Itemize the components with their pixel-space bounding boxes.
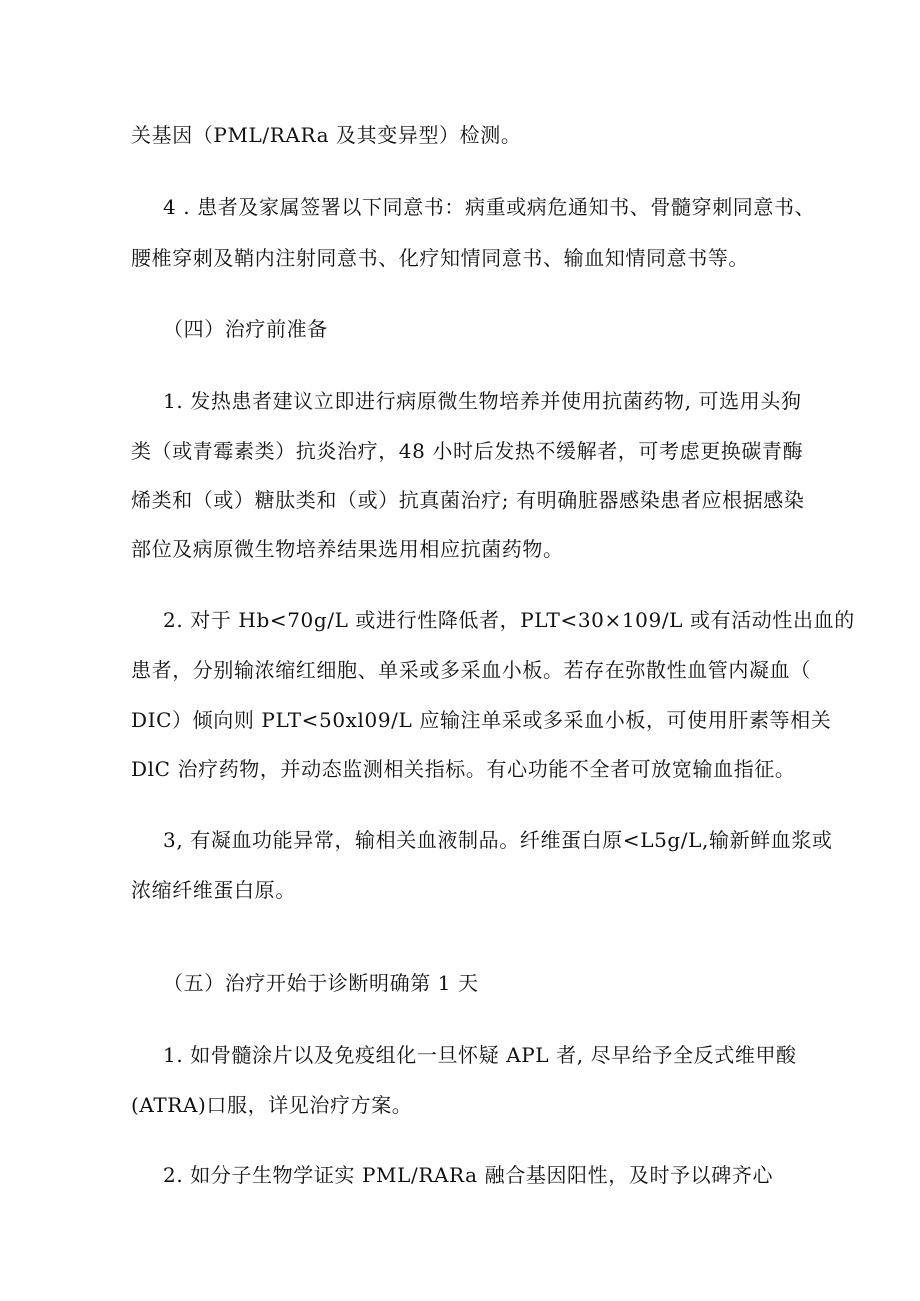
transfusion-paragraph-line-3: DIC）倾向则 PLT<50xl09/L 应输注单采或多采血小板，可使用肝素等相关 [131,708,832,732]
fever-paragraph-line-4: 部位及病原微生物培养结果选用相应抗菌药物。 [131,537,564,561]
section-4-heading: （四）治疗前准备 [163,317,328,341]
gene-test-tail-line: 关基因（PML/RARa 及其变异型）检测。 [131,123,522,147]
consent-paragraph-line-2: 腰椎穿刺及鞘内注射同意书、化疗知情同意书、输血知情同意书等。 [131,246,749,270]
atra-paragraph-line-1: 1. 如骨髓涂片以及免疫组化一旦怀疑 APL 者, 尽早给予全反式维甲酸 [163,1043,797,1067]
arsenic-paragraph-line-1: 2. 如分子生物学证实 PML/RARa 融合基因阳性，及时予以碑齐心 [163,1163,774,1187]
transfusion-paragraph-line-1: 2. 对于 Hb<70g/L 或进行性降低者，PLT<30×109/L 或有活动性出血的 [163,608,855,632]
coagulation-paragraph-line-1: 3, 有凝血功能异常，输相关血液制品。纤维蛋白原<L5g/L,输新鲜血浆或 [163,828,833,852]
coagulation-paragraph-line-2: 浓缩纤维蛋白原。 [131,878,296,902]
transfusion-paragraph-line-2: 患者，分别输浓缩红细胞、单采或多采血小板。若存在弥散性血管内凝血（ [131,658,811,682]
consent-paragraph-line-1: 4 . 患者及家属签署以下同意书：病重或病危通知书、骨髓穿刺同意书、 [163,195,816,219]
fever-paragraph-line-3: 烯类和（或）糖肽类和（或）抗真菌治疗; 有明确脏器感染患者应根据感染 [131,488,805,512]
atra-paragraph-line-2: (ATRA)口服，详见治疗方案。 [131,1093,413,1117]
fever-paragraph-line-1: 1. 发热患者建议立即进行病原微生物培养并使用抗菌药物, 可选用头狗 [163,389,802,413]
section-5-heading: （五）治疗开始于诊断明确第 1 天 [163,971,479,995]
fever-paragraph-line-2: 类（或青霉素类）抗炎治疗，48 小时后发热不缓解者，可考虑更换碳青酶 [131,439,804,463]
transfusion-paragraph-line-4: DlC 治疗药物，并动态监测相关指标。有心功能不全者可放宽输血指征。 [131,757,796,781]
